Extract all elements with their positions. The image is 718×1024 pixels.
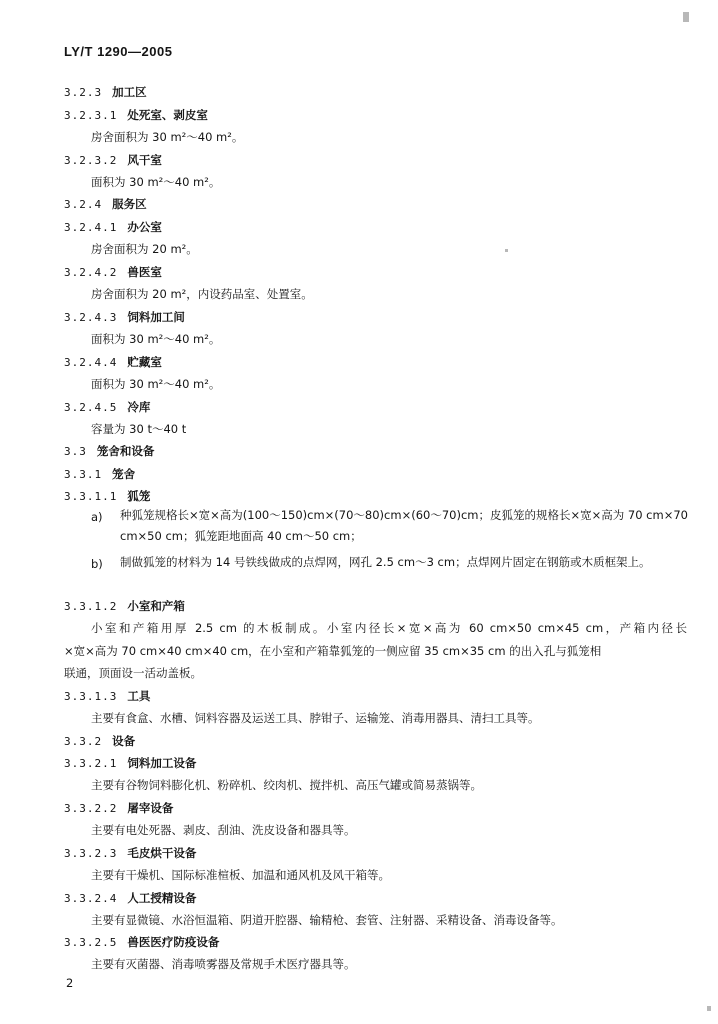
- section-title: 屠宰设备: [127, 801, 174, 815]
- list-item-a-label: a): [91, 510, 103, 524]
- section-heading-3-3-2: [64, 733, 135, 750]
- section-heading-3-2-3: [64, 84, 147, 101]
- section-number: 3.3.1.3: [64, 690, 118, 703]
- section-number: 3.2.4.3: [64, 311, 118, 324]
- section-heading-3-3-2-2: [64, 800, 173, 817]
- standard-number-header: LY/T 1290—2005: [64, 44, 173, 59]
- section-number: 3.2.4.4: [64, 356, 118, 369]
- section-text-3-3-1-3: 主要有食盒、水槽、饲料容器及运送工具、脖钳子、运输笼、消毒用器具、清扫工具等。: [91, 711, 540, 725]
- section-title: 工具: [127, 689, 151, 703]
- section-heading-3-3-2-4: [64, 890, 196, 907]
- section-heading-3-3-1: [64, 466, 135, 483]
- section-text-3-3-2-1: 主要有谷物饲料膨化机、粉碎机、绞肉机、搅拌机、高压气罐或简易蒸锅等。: [91, 778, 482, 792]
- section-heading-3-2-3-1: [64, 107, 208, 124]
- section-number: 3.2.4.1: [64, 221, 118, 234]
- section-number: 3.2.3.2: [64, 154, 118, 167]
- section-text-3-3-2-5: 主要有灭菌器、消毒喷雾器及常规手术医疗器具等。: [91, 957, 356, 971]
- section-heading-3-3-1-2: [64, 598, 185, 615]
- section-heading-3-2-4-2: [64, 264, 162, 281]
- nest-box-paragraph-line-3: 联通，顶面设一活动盖板。: [64, 666, 202, 680]
- section-title: 冷库: [127, 400, 151, 414]
- nest-box-paragraph-line-2: ×宽×高为 70 cm×40 cm×40 cm，在小室和产箱靠狐笼的一侧应留 35 cm×35 cm 的出入孔与狐笼相: [64, 644, 602, 658]
- section-text-3-2-4-4: 面积为 30 m²～40 m²。: [91, 377, 221, 391]
- section-title: 毛皮烘干设备: [127, 846, 197, 860]
- section-number: 3.2.3.1: [64, 109, 118, 122]
- section-text-3-2-4-1: 房舍面积为 20 m²。: [91, 242, 198, 256]
- section-heading-3-2-4-5: [64, 399, 150, 416]
- scan-artifact: [683, 12, 689, 22]
- section-title: 小室和产箱: [127, 599, 185, 613]
- section-number: 3.3.2.3: [64, 847, 118, 860]
- section-number: 3.3.1.2: [64, 600, 118, 613]
- section-heading-3-2-4: [64, 196, 147, 213]
- section-text-3-3-2-4: 主要有显微镜、水浴恒温箱、阴道开腔器、输精枪、套管、注射器、采精设备、消毒设备等。: [91, 913, 563, 927]
- section-title: 饲料加工间: [127, 310, 185, 324]
- section-title: 办公室: [127, 220, 162, 234]
- section-text-3-2-4-5: 容量为 30 t～40 t: [91, 422, 187, 436]
- section-number: 3.2.3: [64, 86, 103, 99]
- section-title: 贮藏室: [127, 355, 162, 369]
- section-title: 加工区: [112, 85, 147, 99]
- section-number: 3.2.4.2: [64, 266, 118, 279]
- section-text-3-3-2-3: 主要有干燥机、国际标准楦板、加温和通风机及风干箱等。: [91, 868, 390, 882]
- section-number: 3.3.2.1: [64, 757, 118, 770]
- section-title: 饲料加工设备: [127, 756, 197, 770]
- section-title: 服务区: [112, 197, 147, 211]
- section-title: 兽医室: [127, 265, 162, 279]
- section-heading-3-3-2-3: [64, 845, 196, 862]
- section-title: 风干室: [127, 153, 162, 167]
- section-text-3-2-3-1: 房舍面积为 30 m²～40 m²。: [91, 130, 244, 144]
- section-heading-3-2-3-2: [64, 152, 162, 169]
- section-number: 3.3.1: [64, 468, 103, 481]
- section-heading-3-3-2-1: [64, 755, 196, 772]
- section-number: 3.3.1.1: [64, 490, 118, 503]
- nest-box-paragraph-line-1: 小室和产箱用厚 2.5 cm 的木板制成。小室内径长×宽×高为 60 cm×50 cm×45 cm，产箱内径长: [91, 621, 687, 635]
- scan-artifact: [707, 1006, 711, 1011]
- section-number: 3.3.2: [64, 735, 103, 748]
- list-item-b-label: b): [91, 557, 103, 571]
- section-title: 笼舍: [112, 467, 136, 481]
- list-item-b-text: 制做狐笼的材料为 14 号铁线做成的点焊网，网孔 2.5 cm～3 cm；点焊网片固定在钢筋或木质框架上。: [120, 555, 651, 569]
- section-title: 人工授精设备: [127, 891, 197, 905]
- page-number: 2: [66, 976, 74, 990]
- section-title: 设备: [112, 734, 136, 748]
- section-heading-3-2-4-1: [64, 219, 162, 236]
- section-title: 兽医医疗防疫设备: [127, 935, 220, 949]
- section-text-3-2-4-3: 面积为 30 m²～40 m²。: [91, 332, 221, 346]
- section-title: 处死室、剥皮室: [127, 108, 208, 122]
- section-heading-3-3-1-1: [64, 488, 150, 505]
- section-text-3-2-4-2: 房舍面积为 20 m²，内设药品室、处置室。: [91, 287, 313, 301]
- section-number: 3.3.2.2: [64, 802, 118, 815]
- section-text-3-3-2-2: 主要有电处死器、剥皮、刮油、洗皮设备和器具等。: [91, 823, 356, 837]
- section-text-3-2-3-2: 面积为 30 m²～40 m²。: [91, 175, 221, 189]
- list-item-a-text: 种狐笼规格长×宽×高为(100～150)cm×(70～80)cm×(60～70)cm；皮狐笼的规格长×宽×高为 70 cm×70 cm×50 cm；狐笼距地面高 40 cm～50 cm；: [120, 508, 688, 543]
- section-number: 3.3.2.5: [64, 936, 118, 949]
- section-title: 笼舍和设备: [96, 444, 155, 458]
- section-number: 3.3.2.4: [64, 892, 118, 905]
- section-number: 3.2.4: [64, 198, 103, 211]
- scan-artifact: [505, 249, 508, 252]
- section-heading-3-3-2-5: [64, 934, 219, 951]
- section-heading-3-2-4-4: [64, 354, 162, 371]
- section-heading-3-3: [64, 443, 154, 460]
- section-title: 狐笼: [127, 489, 151, 503]
- section-heading-3-3-1-3: [64, 688, 150, 705]
- section-heading-3-2-4-3: [64, 309, 185, 326]
- section-number: 3.2.4.5: [64, 401, 118, 414]
- section-number: 3.3: [64, 445, 87, 458]
